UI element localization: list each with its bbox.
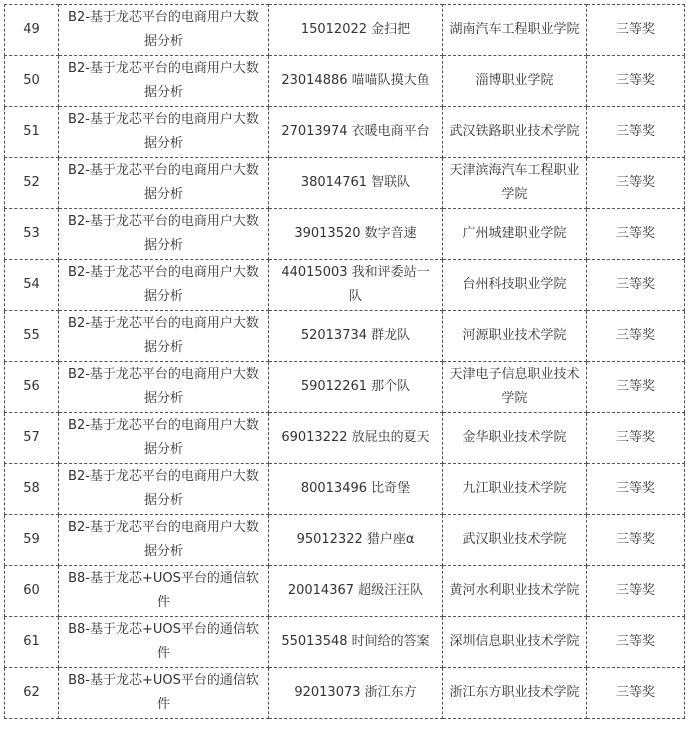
cell-team: 69013222 放屁虫的夏天 (269, 413, 443, 464)
cell-track: B2-基于龙芯平台的电商用户大数据分析 (59, 209, 269, 260)
cell-team: 44015003 我和评委站一队 (269, 260, 443, 311)
cell-number: 52 (5, 158, 59, 209)
table-row (5, 617, 685, 668)
table-row (5, 311, 685, 362)
table-row (5, 209, 685, 260)
cell-track: B2-基于龙芯平台的电商用户大数据分析 (59, 464, 269, 515)
cell-award: 三等奖 (587, 362, 685, 413)
cell-number: 56 (5, 362, 59, 413)
cell-track: B2-基于龙芯平台的电商用户大数据分析 (59, 515, 269, 566)
cell-track: B2-基于龙芯平台的电商用户大数据分析 (59, 413, 269, 464)
cell-team: 92013073 浙江东方 (269, 668, 443, 719)
cell-award: 三等奖 (587, 5, 685, 56)
awards-table (4, 4, 685, 719)
cell-team: 55013548 时间给的答案 (269, 617, 443, 668)
cell-award: 三等奖 (587, 515, 685, 566)
table-row (5, 158, 685, 209)
cell-school: 台州科技职业学院 (443, 260, 587, 311)
cell-school: 湖南汽车工程职业学院 (443, 5, 587, 56)
table-row (5, 413, 685, 464)
table-row (5, 260, 685, 311)
table-row (5, 464, 685, 515)
cell-track: B2-基于龙芯平台的电商用户大数据分析 (59, 107, 269, 158)
cell-school: 淄博职业学院 (443, 56, 587, 107)
cell-track: B8-基于龙芯+UOS平台的通信软件 (59, 617, 269, 668)
cell-team: 80013496 比奇堡 (269, 464, 443, 515)
cell-number: 60 (5, 566, 59, 617)
table-row (5, 56, 685, 107)
cell-team: 59012261 那个队 (269, 362, 443, 413)
cell-number: 50 (5, 56, 59, 107)
table-row (5, 107, 685, 158)
cell-track: B2-基于龙芯平台的电商用户大数据分析 (59, 56, 269, 107)
cell-school: 武汉职业技术学院 (443, 515, 587, 566)
cell-award: 三等奖 (587, 209, 685, 260)
cell-award: 三等奖 (587, 158, 685, 209)
cell-track: B2-基于龙芯平台的电商用户大数据分析 (59, 5, 269, 56)
cell-track: B2-基于龙芯平台的电商用户大数据分析 (59, 311, 269, 362)
cell-award: 三等奖 (587, 566, 685, 617)
cell-award: 三等奖 (587, 617, 685, 668)
cell-track: B2-基于龙芯平台的电商用户大数据分析 (59, 362, 269, 413)
cell-track: B8-基于龙芯+UOS平台的通信软件 (59, 566, 269, 617)
cell-school: 九江职业技术学院 (443, 464, 587, 515)
cell-team: 95012322 猎户座α (269, 515, 443, 566)
cell-number: 59 (5, 515, 59, 566)
cell-award: 三等奖 (587, 311, 685, 362)
cell-team: 15012022 金扫把 (269, 5, 443, 56)
cell-award: 三等奖 (587, 464, 685, 515)
cell-award: 三等奖 (587, 413, 685, 464)
table-row (5, 566, 685, 617)
cell-number: 58 (5, 464, 59, 515)
cell-track: B2-基于龙芯平台的电商用户大数据分析 (59, 260, 269, 311)
cell-school: 深圳信息职业技术学院 (443, 617, 587, 668)
cell-team: 52013734 群龙队 (269, 311, 443, 362)
cell-school: 黄河水利职业技术学院 (443, 566, 587, 617)
cell-team: 20014367 超级汪汪队 (269, 566, 443, 617)
cell-team: 38014761 智联队 (269, 158, 443, 209)
cell-number: 62 (5, 668, 59, 719)
cell-school: 天津电子信息职业技术学院 (443, 362, 587, 413)
table-row (5, 5, 685, 56)
cell-track: B2-基于龙芯平台的电商用户大数据分析 (59, 158, 269, 209)
cell-number: 54 (5, 260, 59, 311)
awards-table-body (5, 5, 685, 719)
table-row (5, 668, 685, 719)
cell-number: 61 (5, 617, 59, 668)
cell-school: 浙江东方职业技术学院 (443, 668, 587, 719)
cell-number: 53 (5, 209, 59, 260)
table-row (5, 362, 685, 413)
cell-school: 金华职业技术学院 (443, 413, 587, 464)
cell-team: 27013974 衣暖电商平台 (269, 107, 443, 158)
cell-team: 39013520 数字音速 (269, 209, 443, 260)
cell-school: 河源职业技术学院 (443, 311, 587, 362)
cell-award: 三等奖 (587, 260, 685, 311)
cell-team: 23014886 喵喵队摸大鱼 (269, 56, 443, 107)
cell-award: 三等奖 (587, 107, 685, 158)
cell-number: 55 (5, 311, 59, 362)
cell-award: 三等奖 (587, 56, 685, 107)
cell-award: 三等奖 (587, 668, 685, 719)
cell-school: 广州城建职业学院 (443, 209, 587, 260)
cell-school: 天津滨海汽车工程职业学院 (443, 158, 587, 209)
cell-number: 49 (5, 5, 59, 56)
cell-school: 武汉铁路职业技术学院 (443, 107, 587, 158)
table-row (5, 515, 685, 566)
cell-track: B8-基于龙芯+UOS平台的通信软件 (59, 668, 269, 719)
cell-number: 51 (5, 107, 59, 158)
cell-number: 57 (5, 413, 59, 464)
